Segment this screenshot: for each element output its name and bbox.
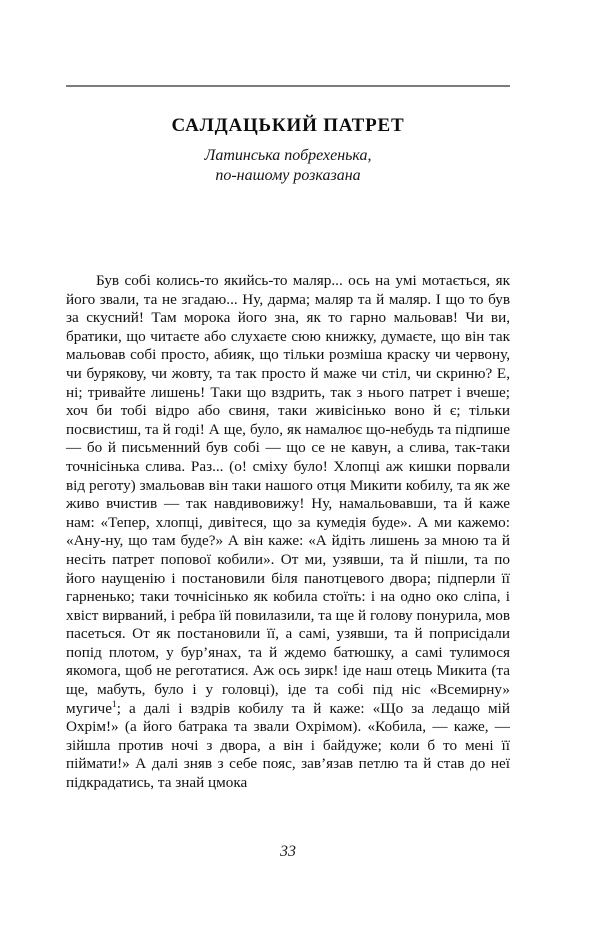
- header-divider-rule: [66, 85, 510, 87]
- page-number: 33: [280, 843, 296, 860]
- body-paragraph: [66, 272, 510, 793]
- chapter-title: САЛДАЦЬКИЙ ПАТРЕТ: [171, 115, 405, 136]
- chapter-subtitle-line-1: Латинська побрехенька,: [204, 147, 372, 164]
- body-paragraph-part-2: ; а далі і вздрів кобилу та й каже: «Що за ледащо мій Охрім!» (а його батрака та звали Охрімом). «Кобила, — каже, — зійшла против ночі з двора, а він і байдуже; коли б то мені її піймати!» А далі зняв з себе пояс, зав’язав петлю та й став до неї підкрадатись, та знай цмока: [66, 699, 510, 792]
- chapter-heading-block: [66, 114, 510, 186]
- chapter-subtitle-line-2: по-нашому розказана: [215, 167, 361, 184]
- chapter-subtitle: [66, 146, 510, 186]
- body-paragraph-part-1: Був собі колись-то якийсь-то маляр... ось на умі мотається, як його звали, та не згадаю... Ну, дарма; маляр та й маляр. І що то був за скусний! Там морока його зна, як то гарно мальовав! Чи ви, братики, що читаєте або слухаєте сюю книжку, думаєте, що він так мальовав собі просто, абияк, що тільки розміша краску чи червону, чи бурякову, чи жовту, та так просто й маже чи стіл, чи скриню? Е, ні; тривайте лишень! Таки що вздрить, так з нього патрет і вчеше; хоч би тобі відро або свиня, таки живісінько воно й є; тільки посвистиш, та й годі! А ще, було, як намалює що-небудь та підпише — бо й письменний був собі — що се не кавун, а слива, так-таки точнісінька слива. Раз... (о! сміху було! Хлопці аж кишки порвали від реготу) змальовав він таки нашого отця Микити кобилу, та як же живо вчистив — так навдивовижу! Ну, намальовавши, та й каже нам: «Тепер, хлопці, дивітеся, що за кумедія буде». А ми кажемо: «Ану-ну, що там буде?» А він каже: «А йдіть лишень за мною та й несіть патрет попової кобили». От ми, узявши, та й пішли, та по його наущенію і постановили біля панотцевого двора; підперли її гарненько; таки точнісінько як кобила стоїть: і на одно око сліпа, і хвіст вирваний, і ребра їй повилазили, та ще й голову понурила, мов пасеться. От як постановили її, а самі, узявши, та й поприсідали попід плотом, у бур’янах, та й ждемо батюшку, а самі тулимося якомога, щоб не реготатися. Аж ось зирк! іде наш отець Микита (та ще, мабуть, було і у головці), іде та собі під ніс «Всемирну» мугиче: [66, 272, 510, 717]
- body-text-block: [66, 272, 510, 793]
- footnote-reference-marker[interactable]: 1: [111, 699, 117, 710]
